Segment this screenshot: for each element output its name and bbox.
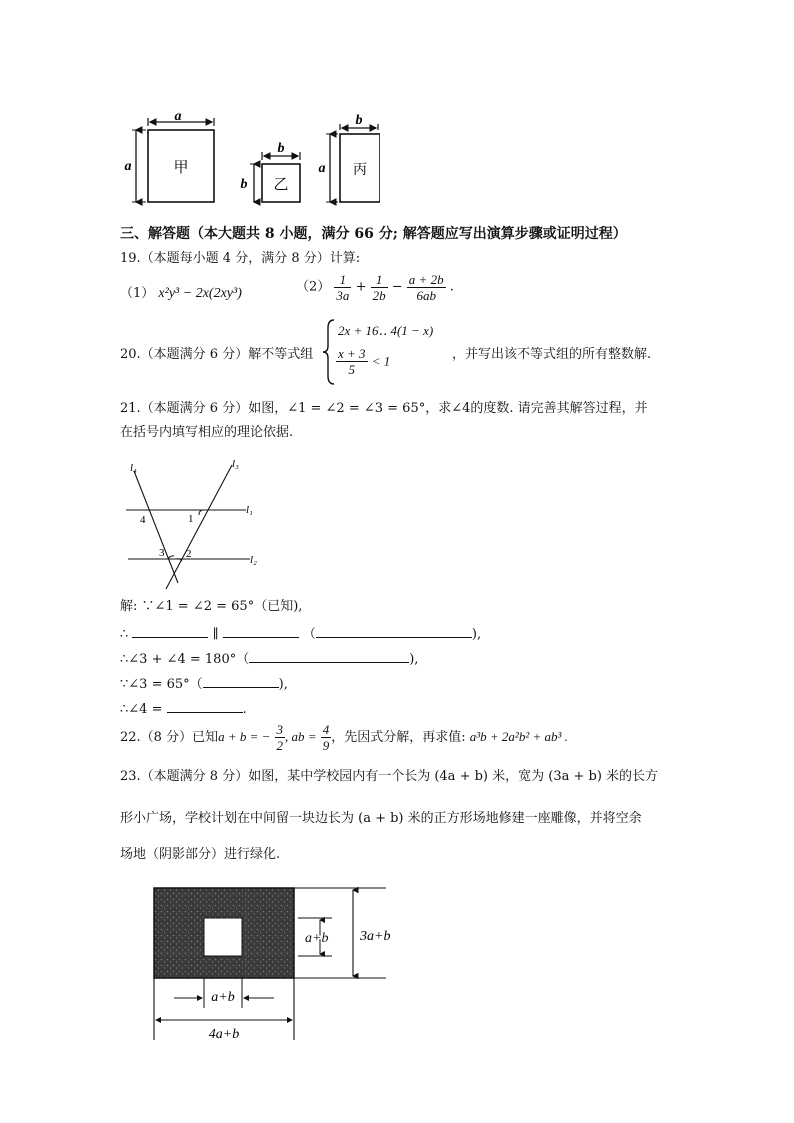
q19-p1-label: （1） [120,286,155,301]
fig21-l3: l₃ [232,458,239,470]
q19-head: 19.（本题每小题 4 分，满分 8 分）计算: [120,251,361,266]
q22-cond1-pre: a + b = − [218,729,271,744]
fig21-l4: l₄ [130,462,137,474]
q19-f2-den: 2b [372,288,386,303]
q19-f3-num: a + 2b [408,272,444,287]
q22-c2-num: 4 [322,722,330,737]
q19-end: . [449,279,454,295]
q19-part2 [296,272,454,303]
q21-sol3 [120,648,418,669]
q20-rest: < 1 [371,353,391,369]
q19-minus: − [391,279,403,295]
q23-line1: 23.（本题满分 8 分）如图，某中学校园内有一个长为 (4a + b) 米，宽为 (3a + b) 米的长方 [120,769,659,784]
q19-f1-den: 3a [336,288,350,303]
q23-figure [148,880,418,1046]
q19-p2-label: （2） [296,279,331,295]
yi-left-b: b [240,177,248,192]
q21-line1: 21.（本题满分 6 分）如图，∠1 = ∠2 = ∠3 = 65°，求∠4的度数. 请完善其解答过程，并 [120,401,648,416]
q19-part1 [120,285,242,303]
q21-sol3-pre: ∴∠3 + ∠4 = 180°（ [120,652,250,667]
label-total-w: 4a+b [208,1027,240,1042]
q20-num: x + 3 [338,346,366,361]
q21-sol2-pre: ∴ [120,627,129,642]
q20-line2 [336,346,390,377]
blank-reason-3[interactable] [203,673,279,688]
q23-line2: 形小广场，学校计划在中间留一块边长为 (a + b) 米的正方形场地修建一座雕像，并将空余 [120,811,642,826]
section-title: 三、解答题（本大题共 8 小题，满分 66 分; 解答题应写出演算步骤或证明过程） [120,226,627,242]
statue-square [204,918,242,956]
q22-expr: a³b + 2a²b² + ab³ . [469,729,568,744]
fig21-l2: l₂ [250,554,257,566]
fig21-l1: l₁ [246,504,253,516]
label-inner-h: a+b [305,931,329,946]
q21-sol2-mid: ∥ [212,627,219,642]
angle-1: 1 [188,513,194,525]
q21-sol5-pre: ∴∠4 = [120,702,163,717]
q21-sol5-end: . [242,702,247,717]
blank-reason-1[interactable] [316,623,472,638]
q22-c1-num: 3 [276,722,284,737]
q20-line1: 2x + 16‥ 4(1 − x) [338,323,434,338]
q21-sol2-open: （ [302,627,316,642]
q21-sol1: 解: ∵∠1 = ∠2 = 65°（已知), [120,599,303,614]
q22-c1-den: 2 [276,738,284,753]
figure-rectangles [120,112,380,212]
q23-line3: 场地（阴影部分）进行绿化. [120,847,281,862]
jia-text: 甲 [173,160,189,176]
q21-sol4-close: ), [278,677,288,692]
jia-top-a: a [174,112,182,124]
q19-plus: + [355,279,367,295]
q19-f1-num: 1 [334,272,351,288]
blank-parallel-right[interactable] [223,623,299,638]
q22-c2-den: 9 [322,738,330,753]
q21-sol5 [120,698,247,719]
angle-2: 2 [186,548,192,560]
q19-f3-den: 6ab [416,288,436,303]
label-total-h: 3a+b [360,929,391,944]
blank-reason-2[interactable] [249,648,409,663]
q21-sol4-pre: ∵∠3 = 65°（ [120,677,203,692]
q22-head: 22.（8 分）已知 [120,730,219,745]
q19-f2-num: 1 [371,272,388,288]
blank-angle4[interactable] [167,698,243,713]
q22-tail: ，先因式分解，再求值: [331,730,466,745]
q21-line2: 在括号内填写相应的理论依据. [120,425,294,440]
q22-cond2-pre: , ab = [285,729,317,744]
q20-tail: ，并写出该不等式组的所有整数解. [452,347,652,362]
q21-sol2-close: ), [471,627,482,642]
q20-head: 20.（本题满分 6 分）解不等式组 [120,347,314,362]
bing-left-a: a [318,161,326,176]
yi-text: 乙 [273,177,289,193]
q21-sol3-close: ), [409,652,419,667]
line-l4 [134,471,178,583]
q20-brace [322,318,336,386]
yi-top-b: b [277,141,285,156]
bing-top-b: b [355,113,363,128]
angle-4: 4 [140,514,146,526]
jia-left-a: a [124,159,132,174]
bing-text: 丙 [353,163,367,178]
angle-3: 3 [159,547,165,559]
label-inner-w: a+b [211,990,235,1005]
q21-sol2 [120,623,481,644]
blank-parallel-left[interactable] [132,623,208,638]
q21-figure [120,455,270,595]
q20-den: 5 [348,362,356,377]
line-l3 [166,465,232,589]
q22 [120,718,568,757]
q21-sol4 [120,673,288,694]
q19-p1-expr: x²y³ − 2x(2xy³) [158,286,242,301]
